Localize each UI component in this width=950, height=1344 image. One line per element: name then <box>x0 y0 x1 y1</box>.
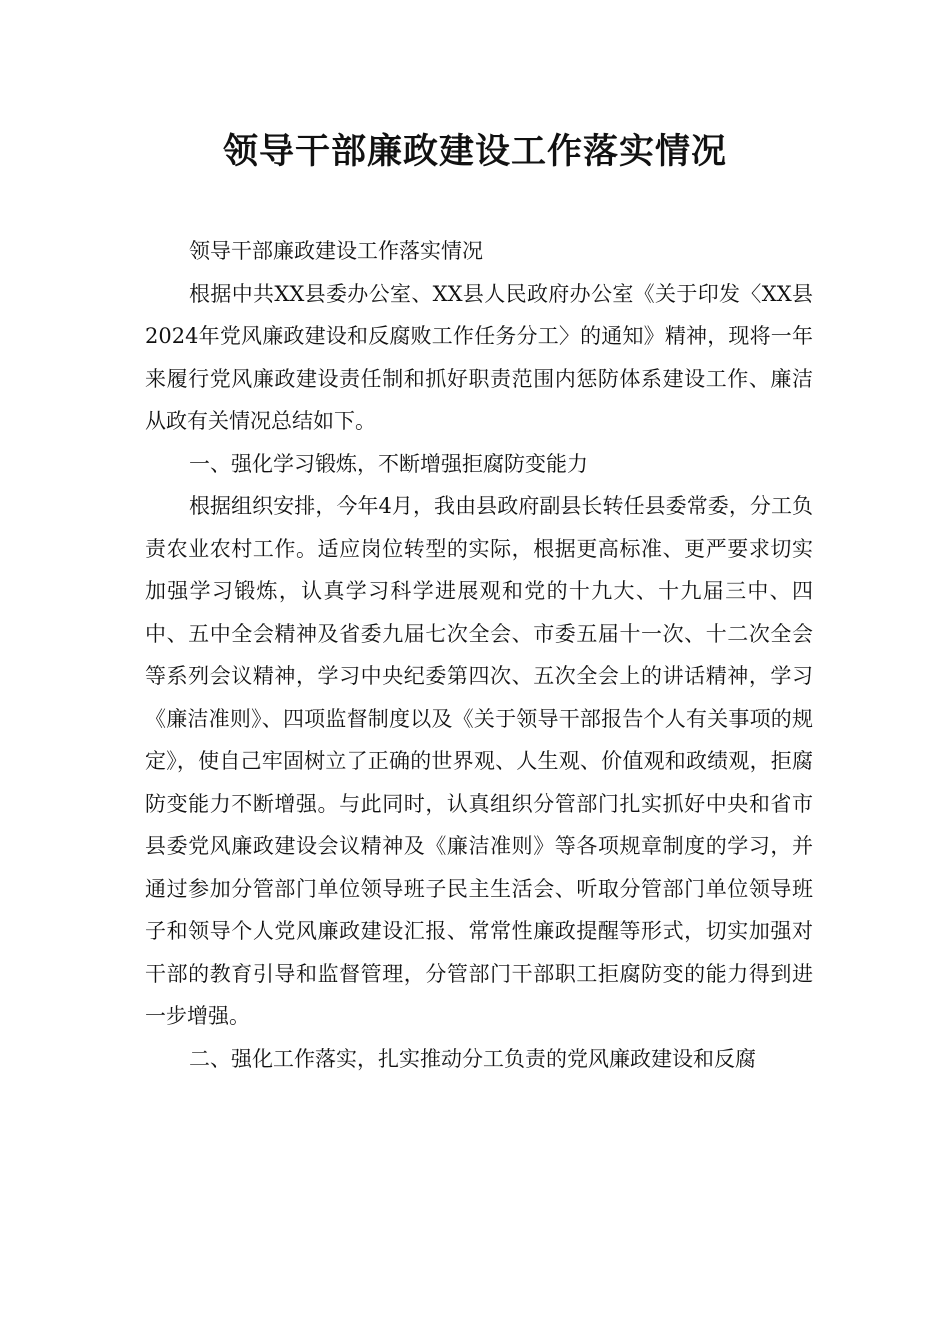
section-1-paragraph: 根据组织安排，今年4月，我由县政府副县长转任县委常委，分工负责农业农村工作。适应岗位转型的实际，根据更高标准、更严要求切实加强学习锻炼，认真学习科学进展观和党的十九大、十九届三中、四中、五中全会精神及省委九届七次全会、市委五届十一次、十二次全会等系列会议精神，学习中央纪委第四次、五次全会上的讲话精神，学习《廉洁准则》、四项监督制度以及《关于领导干部报告个人有关事项的规定》，使自己牢固树立了正确的世界观、人生观、价值观和政绩观，拒腐防变能力不断增强。与此同时，认真组织分管部门扎实抓好中央和省市县委党风廉政建设会议精神及《廉洁准则》等各项规章制度的学习，并通过参加分管部门单位领导班子民主生活会、听取分管部门单位领导班子和领导个人党风廉政建设汇报、常常性廉政提醒等形式，切实加强对干部的教育引导和监督管理，分管部门干部职工拒腐防变的能力得到进一步增强。 <box>145 494 813 1028</box>
document-title: 领导干部廉政建设工作落实情况 <box>222 132 727 172</box>
subtitle-paragraph: 领导干部廉政建设工作落实情况 <box>189 239 483 263</box>
section-heading-1: 一、强化学习锻炼，不断增强拒腐防变能力 <box>189 451 588 476</box>
intro-paragraph: 根据中共XX县委办公室、XX县人民政府办公室《关于印发〈XX县2024年党风廉政建设和反腐败工作任务分工〉的通知》精神，现将一年来履行党风廉政建设责任制和抓好职责范围内惩防体系建设工作、廉洁从政有关情况总结如下。 <box>145 281 813 433</box>
section-heading-2: 二、强化工作落实，扎实推动分工负责的党风廉政建设和反腐 <box>189 1046 756 1071</box>
document-body <box>145 230 813 1080</box>
